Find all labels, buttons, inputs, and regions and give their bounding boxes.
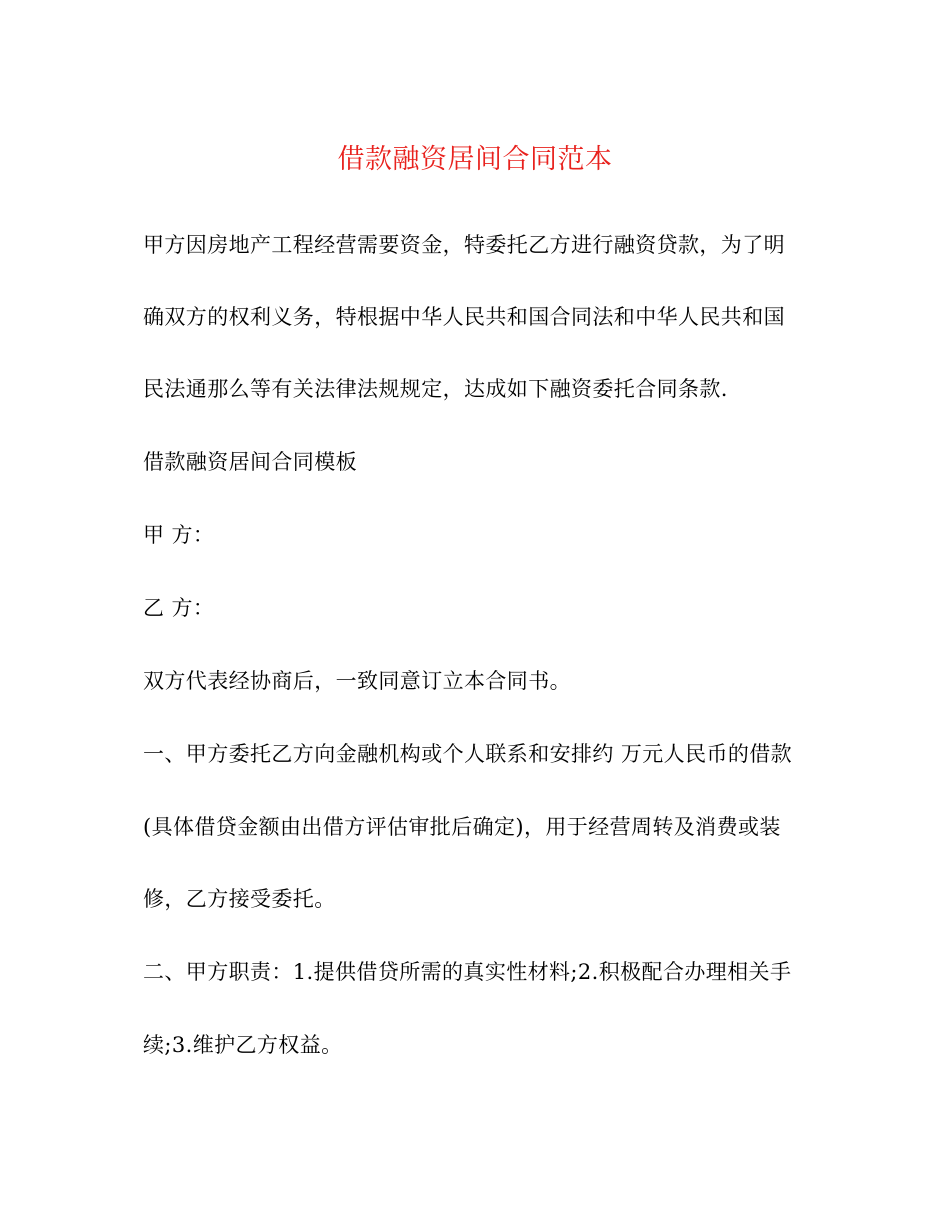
agreement-statement: 双方代表经协商后，一致同意订立本合同书。 <box>143 669 571 693</box>
paragraph-line-2: 确双方的权利义务，特根据中华人民共和国合同法和中华人民共和国 <box>143 305 785 329</box>
party-a-label: 甲 方： <box>143 523 215 547</box>
paragraph-line-3: 民法通那么等有关法律法规规定，达成如下融资委托合同条款. <box>143 377 728 401</box>
party-b-label: 乙 方： <box>143 596 215 620</box>
paragraph-line-1: 甲方因房地产工程经营需要资金，特委托乙方进行融资贷款，为了明 <box>143 233 785 257</box>
document-title: 借款融资居间合同范本 <box>337 144 613 175</box>
clause-2-line-1: 二、甲方职责：1.提供借贷所需的真实性材料;2.积极配合办理相关手 <box>143 960 792 984</box>
clause-1-line-3: 修，乙方接受委托。 <box>143 887 336 911</box>
clause-2-line-2: 续;3.维护乙方权益。 <box>143 1033 343 1057</box>
section-heading: 借款融资居间合同模板 <box>143 450 357 474</box>
clause-1-line-2: (具体借贷金额由出借方评估审批后确定)，用于经营周转及消费或装 <box>143 815 781 839</box>
clause-1-line-1: 一、甲方委托乙方向金融机构或个人联系和安排约 万元人民币的借款 <box>143 742 793 766</box>
